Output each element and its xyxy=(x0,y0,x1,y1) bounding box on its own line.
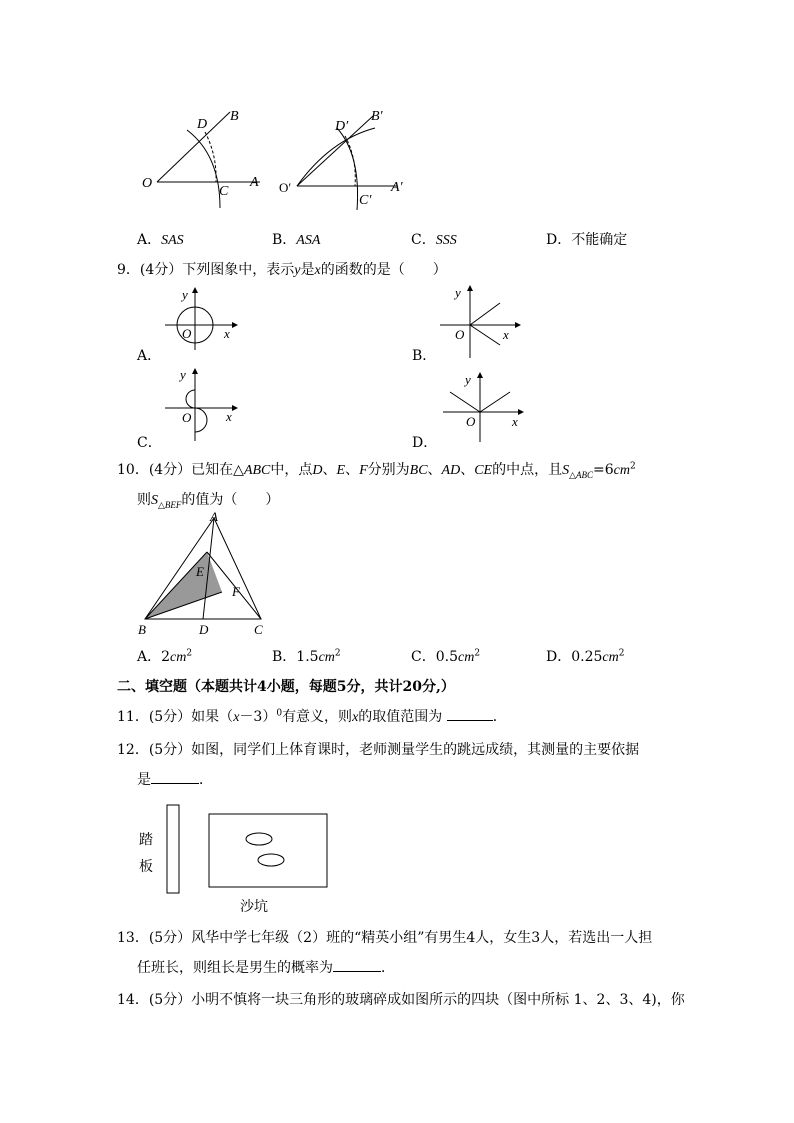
svg-text:O: O xyxy=(182,410,192,425)
q8-figure-2 xyxy=(275,100,415,215)
q9-option-c: C． xyxy=(137,435,162,451)
q8-f1-label-D: D xyxy=(197,117,208,132)
q9-graph-b xyxy=(435,283,525,363)
footprint-2 xyxy=(258,854,284,866)
q10-option-b: B．$1.5cm^2$ xyxy=(272,648,341,665)
q8-option-c: C．SSS xyxy=(411,232,457,248)
q14-stem-line1: 14．(5分）小明不慎将一块三角形的玻璃碎成如图所示的四块（图中所标 1、2、3、4)，你 xyxy=(117,992,685,1008)
q13-answer-blank[interactable] xyxy=(333,957,381,972)
svg-text:O: O xyxy=(466,414,476,429)
q8-f2-label-C: C′ xyxy=(359,193,372,208)
svg-text:y: y xyxy=(465,372,471,387)
q10-option-c: C．$0.5cm^2$ xyxy=(411,648,481,665)
q8-f1-label-B: B xyxy=(230,109,239,124)
section2-title: 二、填空题（本题共计4小题，每题5分，共计20分,） xyxy=(117,679,455,695)
q12-stem-line1: 12．(5分）如图，同学们上体育课时，老师测量学生的跳远成绩，其测量的主要依据 xyxy=(117,742,640,758)
q10-triangle-figure xyxy=(135,510,275,640)
q10-option-a: A．$2cm^2$ xyxy=(137,648,193,665)
q8-f1-label-C: C xyxy=(219,184,229,199)
q10-stem-line2: 则$S_{\triangle BEF}$的值为（ ） xyxy=(137,492,280,510)
q9-option-a: A． xyxy=(137,348,162,364)
takeoff-board xyxy=(167,805,179,893)
q12-pit-label: 沙坑 xyxy=(240,899,268,915)
svg-text:x: x xyxy=(226,409,232,424)
q12-answer-blank[interactable] xyxy=(151,769,199,784)
svg-text:x: x xyxy=(512,414,518,429)
q8-f2-label-D: D′ xyxy=(335,119,349,134)
svg-text:y: y xyxy=(180,367,186,382)
q12-long-jump-figure xyxy=(130,800,345,915)
q12-stem-line2: 是 ． xyxy=(137,769,213,789)
q8-figure-1 xyxy=(135,100,270,215)
svg-text:C: C xyxy=(254,622,263,637)
q12-board-label-1: 踏 xyxy=(139,832,153,848)
q12-board-label-2: 板 xyxy=(139,859,153,875)
q11-stem: 11．(5分）如果$(x-3)^0$有意义，则x的取值范围为 ． xyxy=(117,706,507,726)
q9-graph-d xyxy=(438,370,528,445)
svg-text:x: x xyxy=(503,327,509,342)
svg-text:D: D xyxy=(199,622,209,637)
q8-option-a: A．SAS xyxy=(137,232,184,248)
q8-option-b: B．ASA xyxy=(272,232,321,248)
q8-option-d: D．不能确定 xyxy=(546,232,628,248)
svg-text:y: y xyxy=(182,287,188,302)
sand-pit xyxy=(209,814,327,887)
q11-answer-blank[interactable] xyxy=(447,706,493,721)
q10-option-d: D．$0.25cm^2$ xyxy=(546,648,625,665)
q9-stem: 9．(4分）下列图象中，表示y是x的函数的是（ ） xyxy=(117,262,447,278)
q13-stem-line1: 13．(5分）风华中学七年级（2）班的“精英小组”有男生4人，女生3人，若选出一人担 xyxy=(117,930,653,946)
svg-text:O: O xyxy=(182,326,192,341)
footprint-1 xyxy=(246,833,272,845)
svg-text:x: x xyxy=(224,326,230,341)
svg-text:A: A xyxy=(210,510,218,524)
q9-option-b: B． xyxy=(412,348,437,364)
q8-f2-label-B: B′ xyxy=(371,109,383,124)
q8-f1-label-O: O xyxy=(142,176,153,191)
q13-stem-line2: 任班长，则组长是男生的概率为 ． xyxy=(137,957,395,977)
q9-option-d: D． xyxy=(412,435,438,451)
q8-f2-label-A: A′ xyxy=(391,180,403,195)
svg-text:y: y xyxy=(455,285,461,300)
q10-stem-line1: 10．(4分）已知在△ABC中，点D、E、F分别为BC、AD、CE的中点，且$S_{\triangle ABC}=6cm^2$ xyxy=(117,461,636,480)
q8-f2-label-O: O′ xyxy=(279,180,292,195)
svg-text:B: B xyxy=(138,622,146,637)
svg-text:F: F xyxy=(232,584,240,599)
q9-graph-c xyxy=(160,366,240,446)
q8-f1-label-A: A xyxy=(250,175,259,190)
q9-graph-a xyxy=(160,285,240,355)
svg-text:E: E xyxy=(196,564,204,579)
svg-text:O: O xyxy=(455,327,465,342)
